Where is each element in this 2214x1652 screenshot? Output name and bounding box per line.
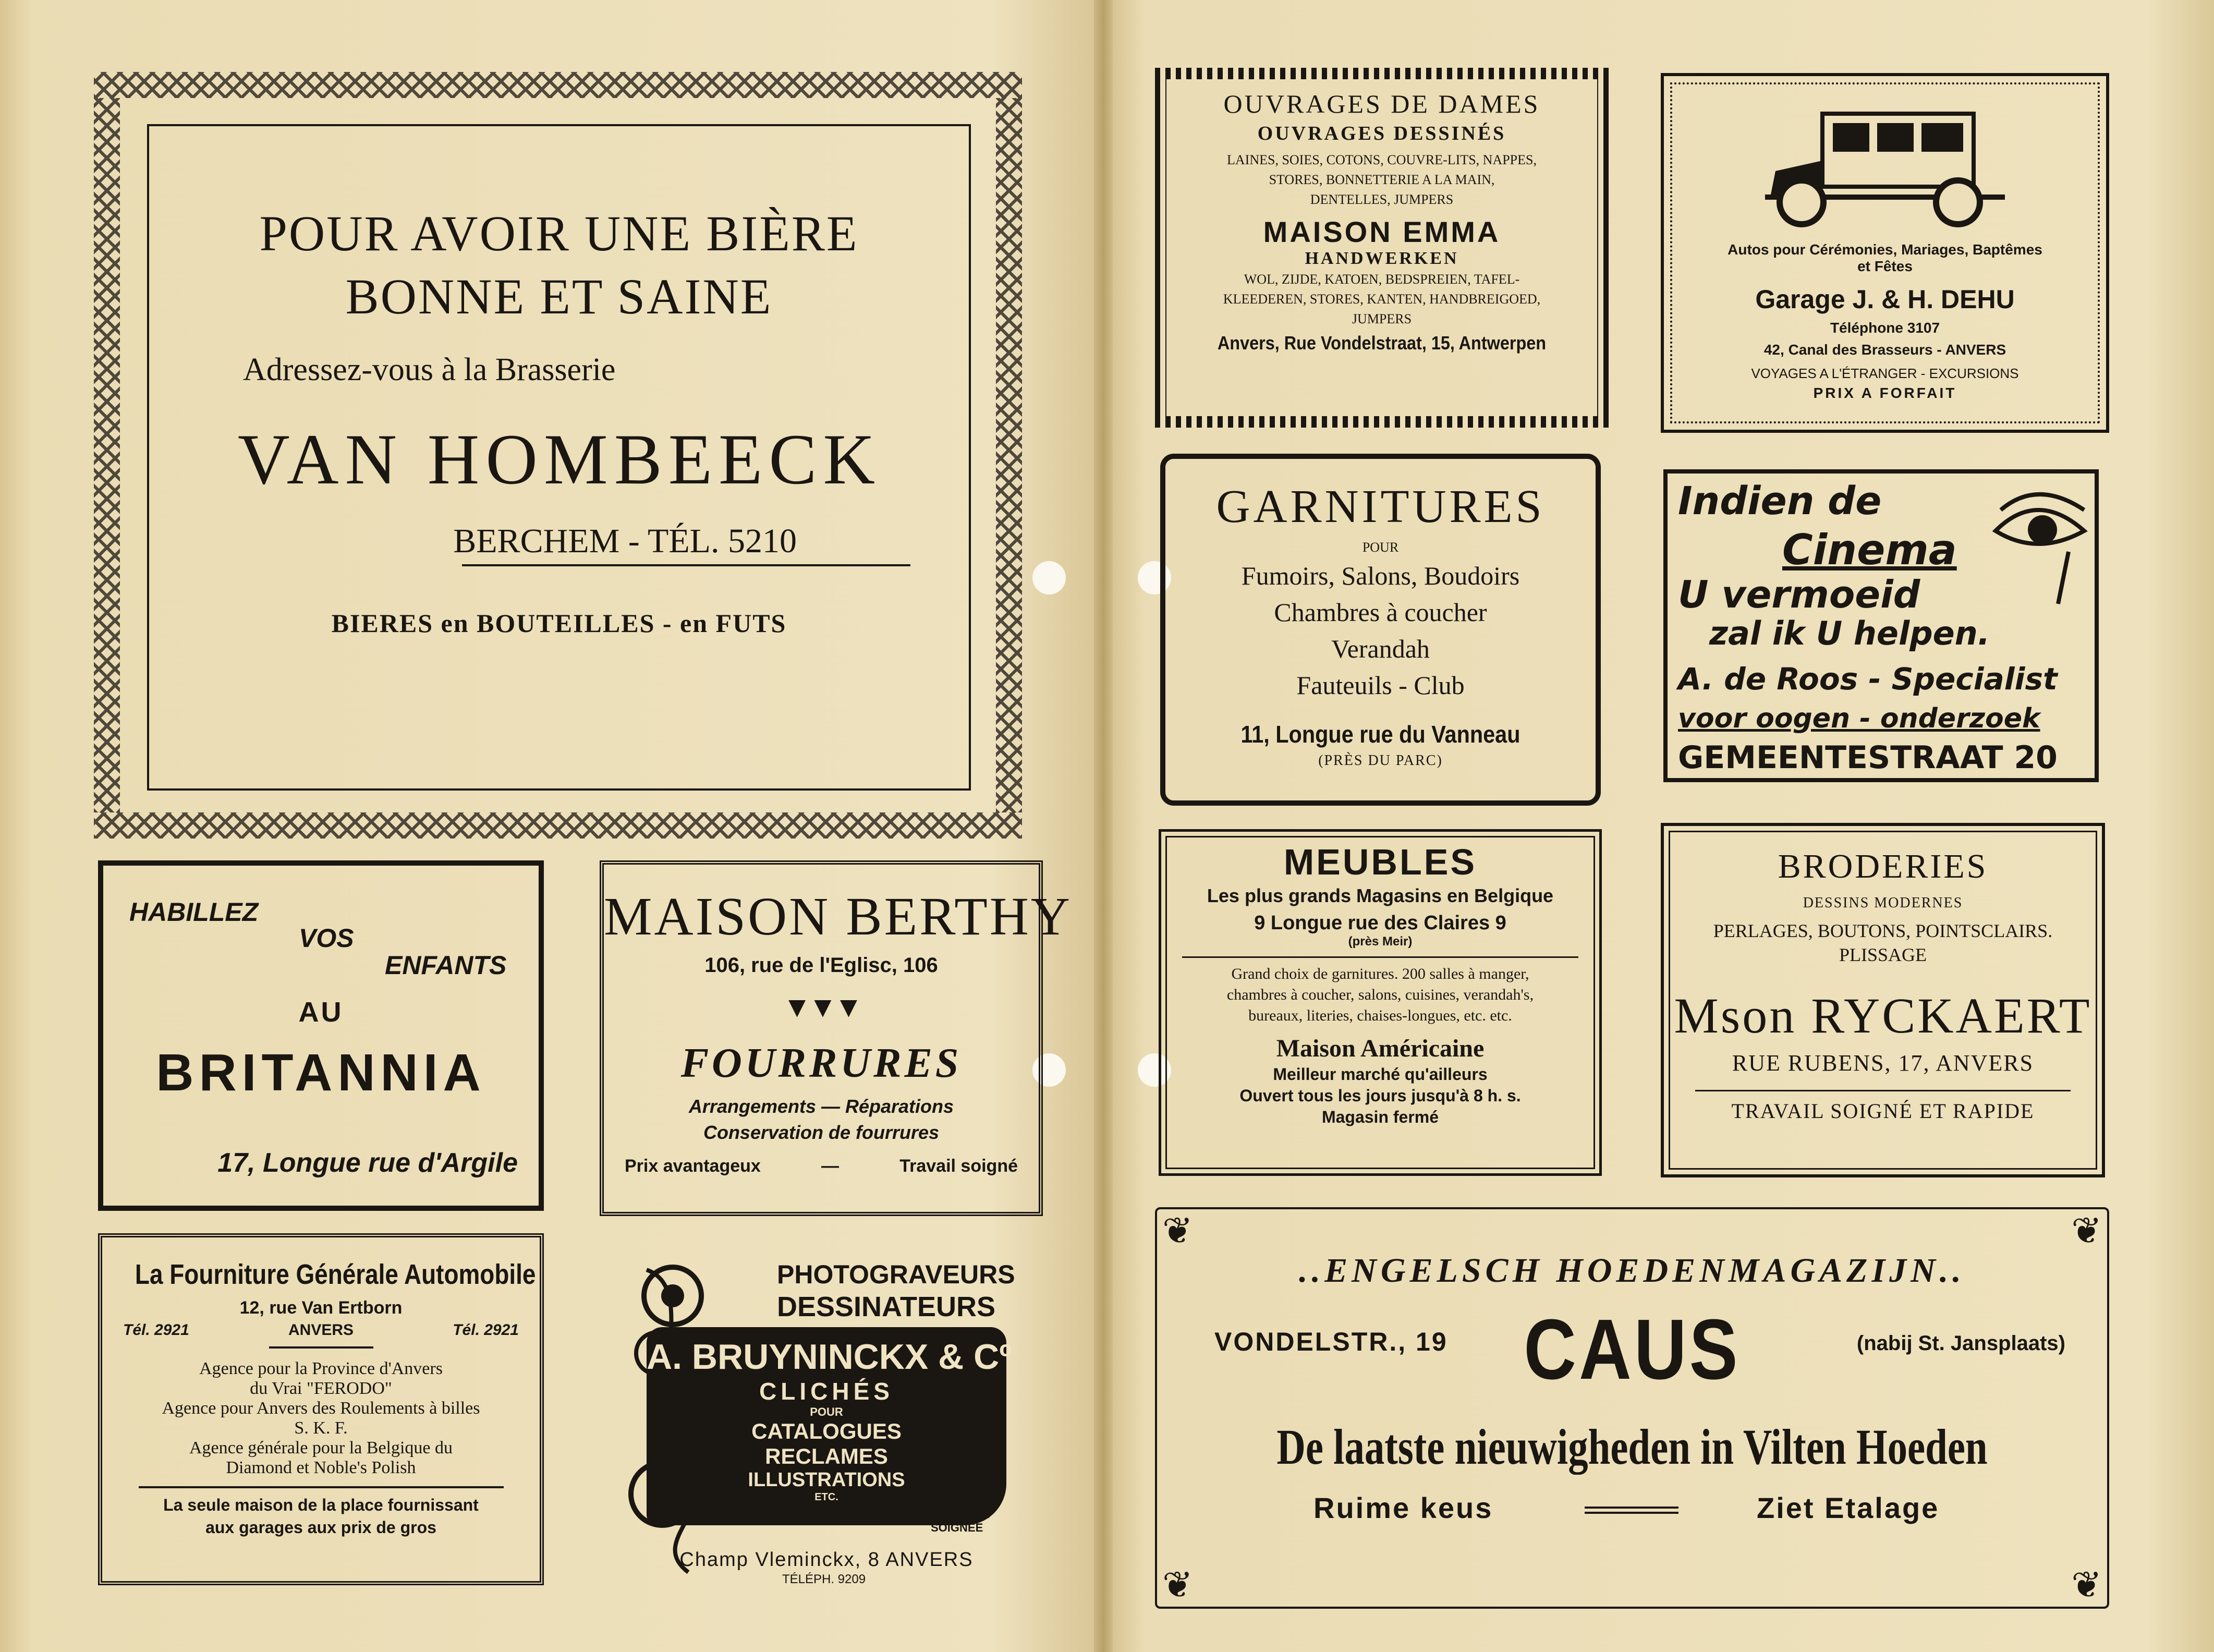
ad-line: Ouvert tous les jours jusqu'à 8 h. s. (1239, 1086, 1521, 1105)
ad-line: Travail soigné (899, 1156, 1018, 1176)
ad-line: VOYAGES A L'ÉTRANGER - EXCURSIONS (1751, 366, 2019, 381)
ad-line: BONNE ET SAINE (345, 269, 773, 324)
ad-title: ..ENGELSCH HOEDENMAGAZIJN.. (1299, 1252, 1965, 1290)
ad-line: Fumoirs, Salons, Boudoirs (1241, 561, 1520, 590)
divider (1182, 956, 1578, 958)
ad-line: du Vrai "FERODO" (250, 1379, 392, 1398)
ad-line: ETC. (814, 1491, 838, 1503)
ad-line: LAINES, SOIES, COTONS, COUVRE-LITS, NAPPES, (1227, 152, 1537, 167)
ad-line: Ziet Etalage (1757, 1491, 1940, 1524)
ad-bruyninckx (626, 1249, 1022, 1614)
ad-address: 106, rue de l'Eglisc, 106 (704, 954, 938, 977)
ad-heading: PHOTOGRAVEURS (777, 1260, 1015, 1289)
ad-line: Verandah (1331, 634, 1430, 663)
ad-heading: HANDWERKEN (1305, 249, 1459, 268)
ad-garage-dehu (1661, 73, 2109, 433)
ad-line: bureaux, literies, chaises-longues, etc. etc. (1248, 1007, 1512, 1024)
brand-name: VAN HOMBEECK (238, 419, 882, 499)
ad-line: U vermoeid (1678, 573, 1920, 616)
brand-name: Mson RYCKAERT (1674, 988, 2092, 1043)
ad-line: A. de Roos - Specialist (1678, 661, 2058, 697)
ad-indien-de-cinema (1663, 469, 2099, 782)
ad-line: Agence pour Anvers des Roulements à billes (162, 1399, 480, 1418)
ad-line: voor oogen - onderzoek (1678, 703, 2040, 734)
ad-garnitures (1160, 454, 1601, 806)
ad-heading: OUVRAGES DE DAMES (1223, 89, 1540, 118)
brand-name: BRITANNIA (156, 1043, 486, 1102)
ad-title: BRODERIES (1778, 847, 1988, 885)
ad-line: KLEEDEREN, STORES, KANTEN, HANDBREIGOED, (1223, 291, 1541, 307)
ad-line: Meilleur marché qu'ailleurs (1273, 1065, 1488, 1084)
divider (1585, 1507, 1678, 1514)
ad-line: et Fêtes (1857, 258, 1913, 274)
ad-line: PRIX A FORFAIT (1813, 385, 1957, 401)
ad-heading: DESSINATEURS (777, 1291, 996, 1322)
ad-line: PERLAGES, BOUTONS, POINTSCLAIRS. (1713, 920, 2053, 941)
ad-line: Arrangements — Réparations (688, 1096, 954, 1117)
ad-line: Adressez-vous à la Brasserie (243, 352, 616, 387)
ad-line: RECLAMES (765, 1444, 888, 1468)
ad-address: VONDELSTR., 19 (1214, 1327, 1448, 1356)
ad-line: DESSINS MODERNES (1803, 895, 1963, 911)
ad-address: 9 Longue rue des Claires 9 (1254, 912, 1506, 934)
ad-line: S. K. F. (294, 1418, 348, 1438)
ad-line: CLICHÉS (759, 1378, 894, 1405)
brand-name: MAISON EMMA (1263, 215, 1501, 248)
divider (462, 564, 910, 566)
page-gutter (1094, 0, 1113, 1652)
ad-line: zal ik U helpen. (1709, 614, 1990, 652)
ad-line: (PRÈS DU PARC) (1318, 752, 1443, 769)
ad-line: VOS (299, 924, 354, 953)
ad-line: POUR AVOIR UNE BIÈRE (259, 205, 859, 261)
eye-icon (1990, 473, 2089, 609)
ad-line: Agence pour la Province d'Anvers (199, 1359, 443, 1378)
ad-line: Chambres à coucher (1274, 598, 1487, 627)
corner-flourish-icon: ❦ (2071, 1211, 2102, 1252)
ad-phone: Tél. 2921 (123, 1321, 189, 1339)
ad-address: 12, rue Van Ertborn (239, 1298, 403, 1318)
ad-line: ILLUSTRATIONS (748, 1469, 905, 1491)
divider (1695, 1090, 2071, 1091)
divider (269, 1346, 373, 1349)
ornament-border-right (996, 98, 1022, 812)
ornament-border-top (94, 72, 1022, 98)
ad-line: Indien de (1678, 479, 1882, 524)
ad-title: Cinema (1782, 526, 1957, 574)
ad-line: POUR (810, 1405, 843, 1418)
ad-line: Diamond et Noble's Polish (226, 1458, 416, 1477)
ad-line: ENFANTS (385, 951, 507, 980)
ad-phone: BERCHEM - TÉL. 5210 (453, 522, 797, 560)
ad-line: Autos pour Cérémonies, Mariages, Baptêmes (1728, 241, 2042, 258)
ad-maison-emma (1155, 68, 1609, 428)
ad-line: La seule maison de la place fournissant (163, 1496, 479, 1514)
corner-flourish-icon: ❦ (2071, 1565, 2102, 1606)
ad-line: chambres à coucher, salons, cuisines, verandah's, (1226, 986, 1534, 1003)
ad-line: De laatste nieuwigheden in Vilten Hoeden (1276, 1419, 1988, 1475)
ad-title: La Fourniture Générale Automobile (135, 1259, 536, 1290)
ad-caus-hoedenmagazijn (1155, 1207, 2109, 1609)
ad-line: Fauteuils - Club (1296, 671, 1465, 700)
ad-line: Les plus grands Magasins en Belgique (1207, 885, 1554, 906)
ornament-border-left (94, 98, 120, 812)
ad-line: Ruime keus (1313, 1491, 1493, 1524)
ad-line: HABILLEZ (129, 897, 259, 927)
ad-line: SOIGNÉE (931, 1521, 983, 1534)
ad-line: POUR (1362, 540, 1399, 555)
ad-address: Champ Vleminckx, 8 ANVERS (679, 1549, 974, 1571)
ad-line: Agence générale pour la Belgique du (189, 1438, 453, 1457)
ad-line: — (821, 1156, 840, 1176)
ad-phone: TÉLÉPH. 9209 (782, 1572, 866, 1586)
car-icon (1755, 98, 2015, 228)
ornament-symbol: ▼▼▼ (782, 991, 860, 1024)
brand-name: Garage J. & H. DEHU (1755, 285, 2015, 314)
ad-title: GARNITURES (1216, 481, 1545, 532)
ad-line: aux garages aux prix de gros (205, 1518, 436, 1537)
ad-line: DENTELLES, JUMPERS (1310, 192, 1454, 207)
ad-line: WOL, ZIJDE, KATOEN, BEDSPREIEN, TAFEL- (1244, 272, 1520, 287)
corner-flourish-icon: ❦ (1162, 1211, 1193, 1252)
ornament-border-bottom (94, 812, 1022, 839)
ad-phone: Téléphone 3107 (1830, 320, 1940, 336)
ad-line: EXÉCUTION (931, 1494, 998, 1507)
ad-footer: BIERES en BOUTEILLES - en FUTS (331, 609, 787, 638)
divider (139, 1486, 504, 1488)
brand-name: A. BRUYNINCKX & Cº (647, 1337, 1013, 1377)
ad-line: Grand choix de garnitures. 200 salles à manger, (1231, 965, 1529, 982)
ad-address: 17, Longue rue d'Argile (217, 1148, 518, 1178)
ad-title: FOURRURES (680, 1040, 962, 1086)
ad-broderies (1661, 823, 2105, 1177)
ad-line: Conservation de fourrures (703, 1122, 940, 1143)
corner-flourish-icon: ❦ (1162, 1565, 1193, 1606)
ad-address: GEMEENTESTRAAT 20 (1678, 739, 2058, 776)
ad-line: JUMPERS (1352, 311, 1412, 326)
ad-address: 11, Longue rue du Vanneau (1240, 721, 1520, 748)
ad-line: CATALOGUES (751, 1419, 902, 1443)
ad-maison-berthy (600, 860, 1073, 1216)
ad-fourniture-automobile (98, 1233, 544, 1585)
brand-name: CAUS (1524, 1302, 1741, 1397)
ad-line: PLISSAGE (1839, 944, 1927, 965)
ad-title: MEUBLES (1283, 842, 1477, 882)
ad-footer: TRAVAIL SOIGNÉ ET RAPIDE (1731, 1099, 2035, 1123)
ad-line: (nabij St. Jansplaats) (1856, 1332, 2065, 1355)
ad-address: Anvers, Rue Vondelstraat, 15, Antwerpen (1217, 332, 1547, 354)
ad-address: RUE RUBENS, 17, ANVERS (1732, 1050, 2034, 1076)
ad-line: STORES, BONNETTERIE A LA MAIN, (1269, 172, 1495, 187)
ad-address: 42, Canal des Brasseurs - ANVERS (1763, 342, 2006, 358)
punch-hole (1032, 561, 1066, 594)
ad-line: RAPIDE ET (931, 1508, 992, 1521)
brand-name: Maison Américaine (1276, 1035, 1485, 1062)
ad-meubles (1159, 829, 1602, 1176)
ad-britannia (98, 860, 544, 1211)
ad-heading: OUVRAGES DESSINÉS (1257, 123, 1506, 144)
ad-line: (près Meir) (1348, 934, 1413, 949)
ad-line: Magasin fermé (1321, 1108, 1439, 1126)
ad-city: ANVERS (288, 1321, 354, 1339)
ad-line: Prix avantageux (625, 1156, 761, 1176)
ad-phone: Tél. 2921 (453, 1321, 519, 1339)
ad-van-hombeeck (147, 124, 971, 791)
brand-name: MAISON BERTHY (604, 886, 1073, 946)
ad-line: AU (298, 997, 344, 1028)
